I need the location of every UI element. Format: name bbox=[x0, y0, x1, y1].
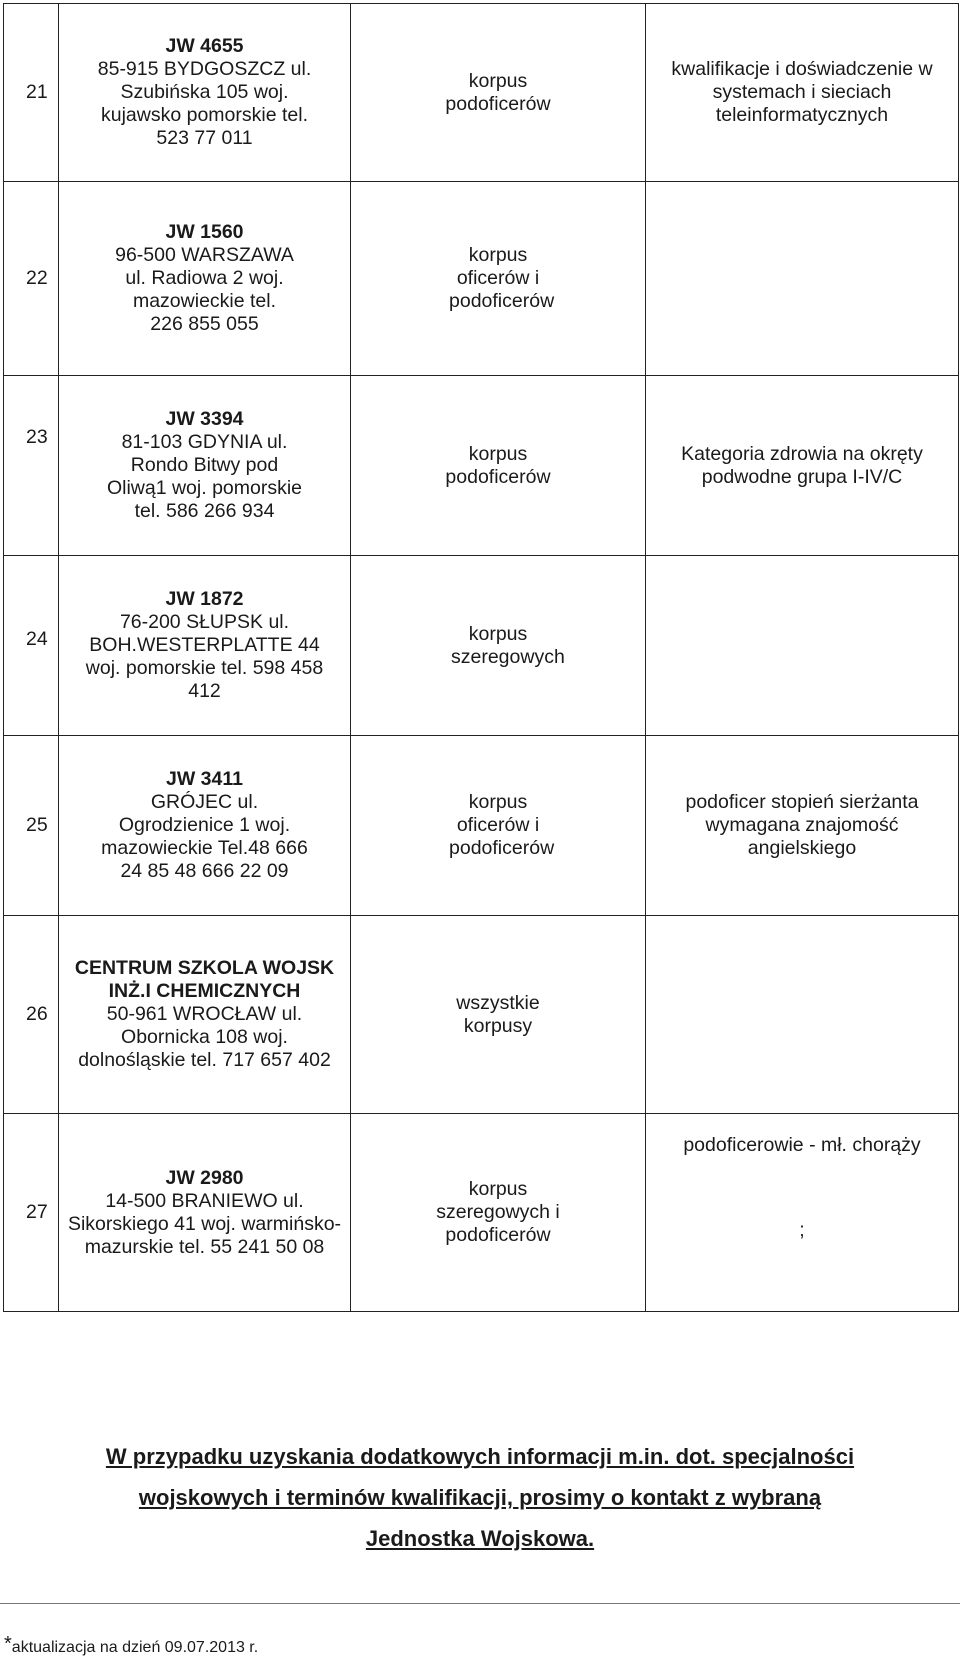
table-row bbox=[4, 376, 959, 556]
notice-line-1: W przypadku uzyskania dodatkowych informacji m.in. dot. specjalności bbox=[105, 1444, 855, 1469]
row-number: 22 bbox=[4, 182, 59, 376]
unit-cell bbox=[59, 556, 351, 736]
table-row bbox=[4, 4, 959, 182]
unit-cell bbox=[59, 916, 351, 1114]
notice-line-2: wojskowych i terminów kwalifikacji, prosimy o kontakt z wybraną bbox=[138, 1485, 822, 1510]
update-footnote bbox=[4, 1633, 259, 1658]
requirements-cell: Kategoria zdrowia na okręty podwodne grupa I-IV/C bbox=[646, 376, 959, 556]
units-table bbox=[3, 3, 959, 1312]
contact-notice bbox=[0, 1436, 960, 1559]
corps-cell: korpus oficerów i podoficerów bbox=[351, 182, 646, 376]
row-number: 25 bbox=[4, 736, 59, 916]
unit-cell bbox=[59, 376, 351, 556]
requirements-extra: ; bbox=[799, 1219, 805, 1241]
unit-cell bbox=[59, 1114, 351, 1312]
unit-address: 96-500 WARSZAWA ul. Radiowa 2 woj. mazowieckie tel. 226 855 055 bbox=[115, 244, 294, 335]
corps-cell: korpus szeregowych bbox=[351, 556, 646, 736]
requirements-cell bbox=[646, 1114, 959, 1312]
unit-address: 14-500 BRANIEWO ul. Sikorskiego 41 woj. warmińsko-mazurskie tel. 55 241 50 08 bbox=[67, 1189, 342, 1258]
unit-address: 85-915 BYDGOSZCZ ul. Szubińska 105 woj. kujawsko pomorskie tel. 523 77 011 bbox=[97, 58, 312, 149]
unit-name: CENTRUM SZKOLA WOJSK INŻ.I CHEMICZNYCH bbox=[74, 957, 335, 1002]
row-number: 23 bbox=[4, 376, 59, 556]
requirements-text: podoficerowie - mł. chorąży bbox=[683, 1134, 921, 1156]
unit-name: JW 3394 bbox=[165, 408, 244, 430]
unit-cell bbox=[59, 182, 351, 376]
corps-cell: korpus oficerów i podoficerów bbox=[351, 736, 646, 916]
requirements-cell bbox=[646, 182, 959, 376]
unit-address: 50-961 WROCŁAW ul. Obornicka 108 woj. dolnośląskie tel. 717 657 402 bbox=[78, 1003, 331, 1071]
corps-cell: wszystkie korpusy bbox=[351, 916, 646, 1114]
requirements-cell: podoficer stopień sierżanta wymagana znajomość angielskiego bbox=[646, 736, 959, 916]
table-row bbox=[4, 1114, 959, 1312]
table-row bbox=[4, 916, 959, 1114]
row-number: 27 bbox=[4, 1114, 59, 1312]
row-number: 21 bbox=[4, 4, 59, 182]
table-row bbox=[4, 736, 959, 916]
row-number: 26 bbox=[4, 916, 59, 1114]
unit-address: GRÓJEC ul. Ogrodzienice 1 woj. mazowieckie Tel.48 666 24 85 48 666 22 09 bbox=[101, 791, 308, 882]
requirements-cell: kwalifikacje i doświadczenie w systemach i sieciach teleinformatycznych bbox=[646, 4, 959, 182]
requirements-cell bbox=[646, 556, 959, 736]
unit-name: JW 1560 bbox=[165, 221, 244, 243]
corps-cell: korpus szeregowych i podoficerów bbox=[351, 1114, 646, 1312]
corps-cell: korpus podoficerów bbox=[351, 376, 646, 556]
row-number: 24 bbox=[4, 556, 59, 736]
footnote-divider bbox=[0, 1603, 960, 1604]
requirements-cell bbox=[646, 916, 959, 1114]
unit-name: JW 3411 bbox=[166, 768, 243, 790]
unit-name: JW 2980 bbox=[165, 1166, 244, 1189]
notice-line-3: Jednostka Wojskowa. bbox=[365, 1526, 595, 1551]
unit-address: 76-200 SŁUPSK ul. BOH.WESTERPLATTE 44 woj. pomorskie tel. 598 458 412 bbox=[85, 611, 324, 702]
table-row bbox=[4, 556, 959, 736]
corps-cell: korpus podoficerów bbox=[351, 4, 646, 182]
footnote-asterisk: * bbox=[4, 1633, 12, 1655]
update-date-text: aktualizacja na dzień 09.07.2013 r. bbox=[11, 1639, 259, 1656]
table-row bbox=[4, 182, 959, 376]
unit-address: 81-103 GDYNIA ul. Rondo Bitwy pod Oliwą1 woj. pomorskie tel. 586 266 934 bbox=[106, 431, 303, 522]
unit-name: JW 1872 bbox=[165, 588, 244, 610]
unit-name: JW 4655 bbox=[165, 35, 244, 57]
unit-cell bbox=[59, 4, 351, 182]
unit-cell bbox=[59, 736, 351, 916]
